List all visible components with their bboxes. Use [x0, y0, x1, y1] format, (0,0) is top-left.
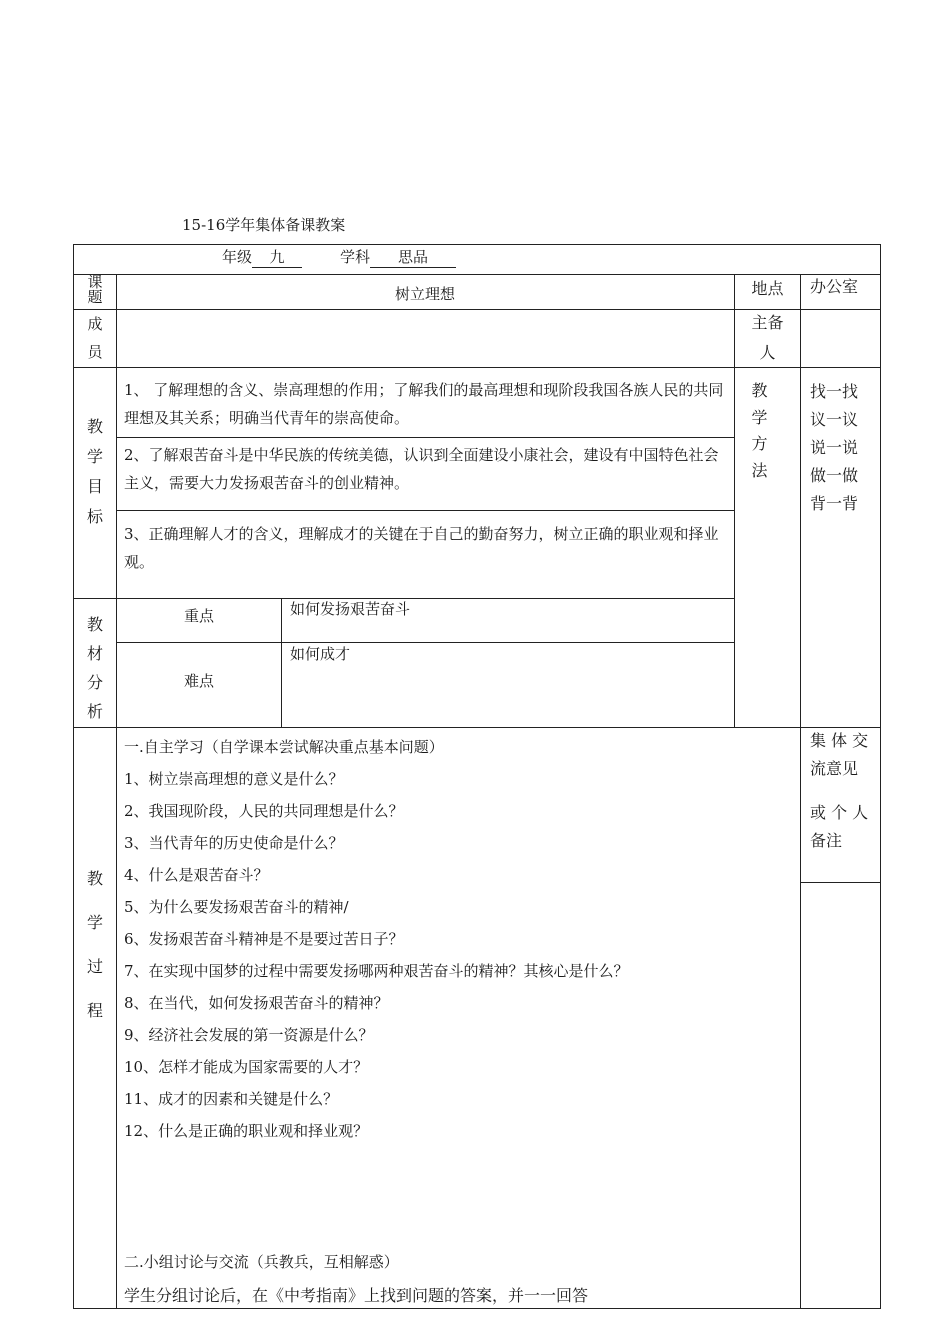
question-item: 7、在实现中国梦的过程中需要发扬哪两种艰苦奋斗的精神？其核心是什么？ — [124, 962, 629, 980]
goal-item-1: 1、 了解理想的含义、崇高理想的作用；了解我们的最高理想和现阶段我国各族人民的共同理想及其关系；明确当代青年的崇高使命。 — [124, 381, 724, 427]
grade-label: 年级 — [222, 248, 253, 266]
note-line: 备注 — [810, 831, 843, 850]
question-item: 5、为什么要发扬艰苦奋斗的精神/ — [124, 898, 349, 916]
analysis-label: 教 材 分 析 — [86, 615, 103, 721]
process-label: 教 学 过 程 — [86, 869, 103, 1020]
table-bottom-border — [73, 1308, 881, 1309]
row-line-topic-top — [73, 274, 881, 275]
goals-label: 教 学 目 标 — [86, 417, 103, 526]
method-item: 背一背 — [810, 494, 859, 513]
method-label: 教 学 方 法 — [751, 381, 768, 480]
method-item: 议一议 — [810, 410, 859, 429]
question-item: 8、在当代，如何发扬艰苦奋斗的精神？ — [124, 994, 389, 1012]
note-column-line — [800, 727, 801, 1308]
question-item: 12、什么是正确的职业观和择业观？ — [124, 1122, 369, 1140]
note-line: 或 个 人 — [810, 803, 869, 822]
note-header — [810, 727, 868, 855]
method-item: 做一做 — [810, 466, 859, 485]
table-top-border — [73, 244, 881, 245]
goal-divider-1 — [116, 437, 734, 438]
process-content — [124, 731, 629, 1147]
goal-item-3: 3、正确理解人才的含义，理解成才的关键在于自己的勤奋努力，树立正确的职业观和择业观。 — [124, 525, 719, 571]
question-item: 9、经济社会发展的第一资源是什么？ — [124, 1026, 374, 1044]
question-item: 1、树立崇高理想的意义是什么？ — [124, 770, 344, 788]
key-point-value: 如何发扬艰苦奋斗 — [290, 600, 411, 618]
subject-label: 学科 — [340, 248, 371, 266]
note-cell-bottom — [800, 882, 881, 883]
section-self-study-heading: 一.自主学习（自学课本尝试解决重点基本问题） — [124, 738, 444, 756]
grade-value: 九 — [252, 246, 302, 268]
topic-value: 树立理想 — [394, 285, 455, 303]
question-item: 10、怎样才能成为国家需要的人才？ — [124, 1058, 369, 1076]
key-point-label: 重点 — [183, 607, 214, 625]
section-group-discussion-heading: 二.小组讨论与交流（兵教兵，互相解惑） — [124, 1253, 399, 1271]
analysis-inner-line — [281, 598, 282, 727]
lead-preparer-label: 主备 人 — [751, 313, 784, 362]
table-right-border — [880, 244, 881, 1308]
subject-value: 思品 — [370, 246, 456, 268]
goal-item-2: 2、了解艰苦奋斗是中华民族的传统美德，认识到全面建设小康社会，建设有中国特色社会主义，需要大力发扬艰苦奋斗的创业精神。 — [124, 446, 719, 492]
note-line: 集 体 交 — [810, 731, 869, 750]
difficult-point-label: 难点 — [183, 672, 214, 690]
question-item: 3、当代青年的历史使命是什么？ — [124, 834, 344, 852]
section-group-discussion-text: 学生分组讨论后，在《中考指南》上找到问题的答案，并一一回答 — [124, 1286, 589, 1305]
question-item: 6、发扬艰苦奋斗精神是不是要过苦日子？ — [124, 930, 404, 948]
table-left-border — [73, 244, 74, 1308]
row-line-process-top — [73, 727, 881, 728]
difficult-point-value: 如何成才 — [290, 645, 351, 663]
topic-label: 课 题 — [87, 273, 103, 306]
members-label: 成 员 — [87, 315, 103, 361]
analysis-divider — [116, 642, 734, 643]
method-item: 找一找 — [810, 382, 859, 401]
grade-field — [222, 246, 302, 268]
document-title: 15-16学年集体备课教案 — [182, 216, 346, 234]
subject-field — [340, 246, 456, 268]
value-column-line-upper — [800, 274, 801, 727]
label-column-line — [116, 274, 117, 1308]
question-item: 2、我国现阶段，人民的共同理想是什么？ — [124, 802, 404, 820]
goal-divider-2 — [116, 510, 734, 511]
method-item: 说一说 — [810, 438, 859, 457]
question-item: 11、成才的因素和关键是什么？ — [124, 1090, 339, 1108]
location-label: 地点 — [751, 279, 784, 298]
note-line: 流意见 — [810, 759, 859, 778]
question-item: 4、什么是艰苦奋斗？ — [124, 866, 269, 884]
location-value: 办公室 — [810, 277, 859, 296]
method-list — [810, 378, 858, 518]
